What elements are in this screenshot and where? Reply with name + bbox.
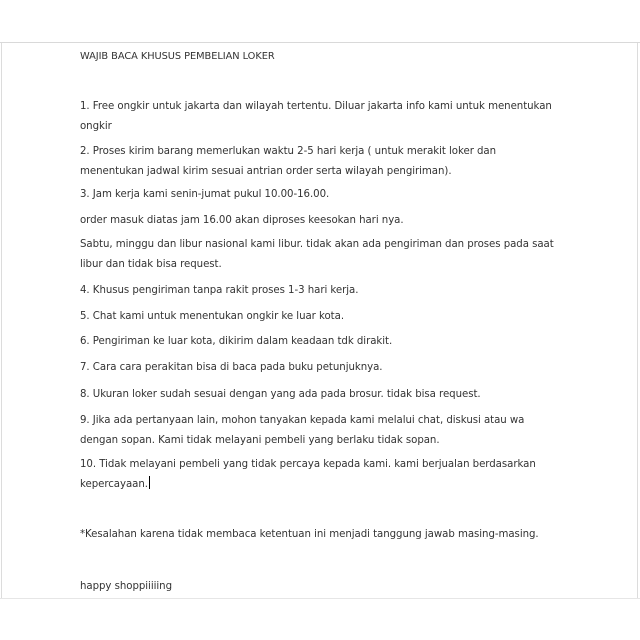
editor-left-border <box>1 43 2 598</box>
paragraph-ukuran-loker: 8. Ukuran loker sudah sesuai dengan yang ada pada brosur. tidak bisa request. <box>80 389 481 400</box>
paragraph-tidak-percaya <box>80 455 560 495</box>
editor-top-border <box>0 42 640 43</box>
paragraph-chat-ongkir: 5. Chat kami untuk menentukan ongkir ke luar kota. <box>80 311 345 322</box>
closing-text: happy shoppiiiiing <box>80 581 173 592</box>
paragraph-pertanyaan: 9. Jika ada pertanyaan lain, mohon tanyakan kepada kami melalui chat, diskusi atau wa dengan sopan. Kami tidak melayani pembeli yang berlaku tidak sopan. <box>80 415 525 446</box>
text-cursor <box>149 476 150 489</box>
disclaimer-text: *Kesalahan karena tidak membaca ketentuan ini menjadi tanggung jawab masing-masing. <box>80 529 539 540</box>
document-title: WAJIB BACA KHUSUS PEMBELIAN LOKER <box>80 51 275 62</box>
paragraph-luar-kota: 6. Pengiriman ke luar kota, dikirim dalam keadaan tdk dirakit. <box>80 336 393 347</box>
paragraph-tidak-percaya-text: 10. Tidak melayani pembeli yang tidak percaya kepada kami. kami berjualan berdasarkan kepercayaan. <box>80 459 536 490</box>
editor-bottom-border <box>0 598 640 599</box>
paragraph-tanpa-rakit: 4. Khusus pengiriman tanpa rakit proses 1-3 hari kerja. <box>80 285 359 296</box>
editor-right-border <box>637 43 638 598</box>
paragraph-jam-kerja: 3. Jam kerja kami senin-jumat pukul 10.00-16.00. <box>80 189 330 200</box>
paragraph-free-ongkir: 1. Free ongkir untuk jakarta dan wilayah tertentu. Diluar jakarta info kami untuk menentukan ongkir <box>80 101 552 132</box>
paragraph-libur: Sabtu, minggu dan libur nasional kami libur. tidak akan ada pengiriman dan proses pada saat libur dan tidak bisa request. <box>80 239 554 270</box>
paragraph-order-masuk: order masuk diatas jam 16.00 akan diproses keesokan hari nya. <box>80 215 404 226</box>
paragraph-cara-perakitan: 7. Cara cara perakitan bisa di baca pada buku petunjuknya. <box>80 362 383 373</box>
paragraph-proses-kirim: 2. Proses kirim barang memerlukan waktu 2-5 hari kerja ( untuk merakit loker dan menentukan jadwal kirim sesuai antrian order serta wilayah pengiriman). <box>80 146 497 177</box>
